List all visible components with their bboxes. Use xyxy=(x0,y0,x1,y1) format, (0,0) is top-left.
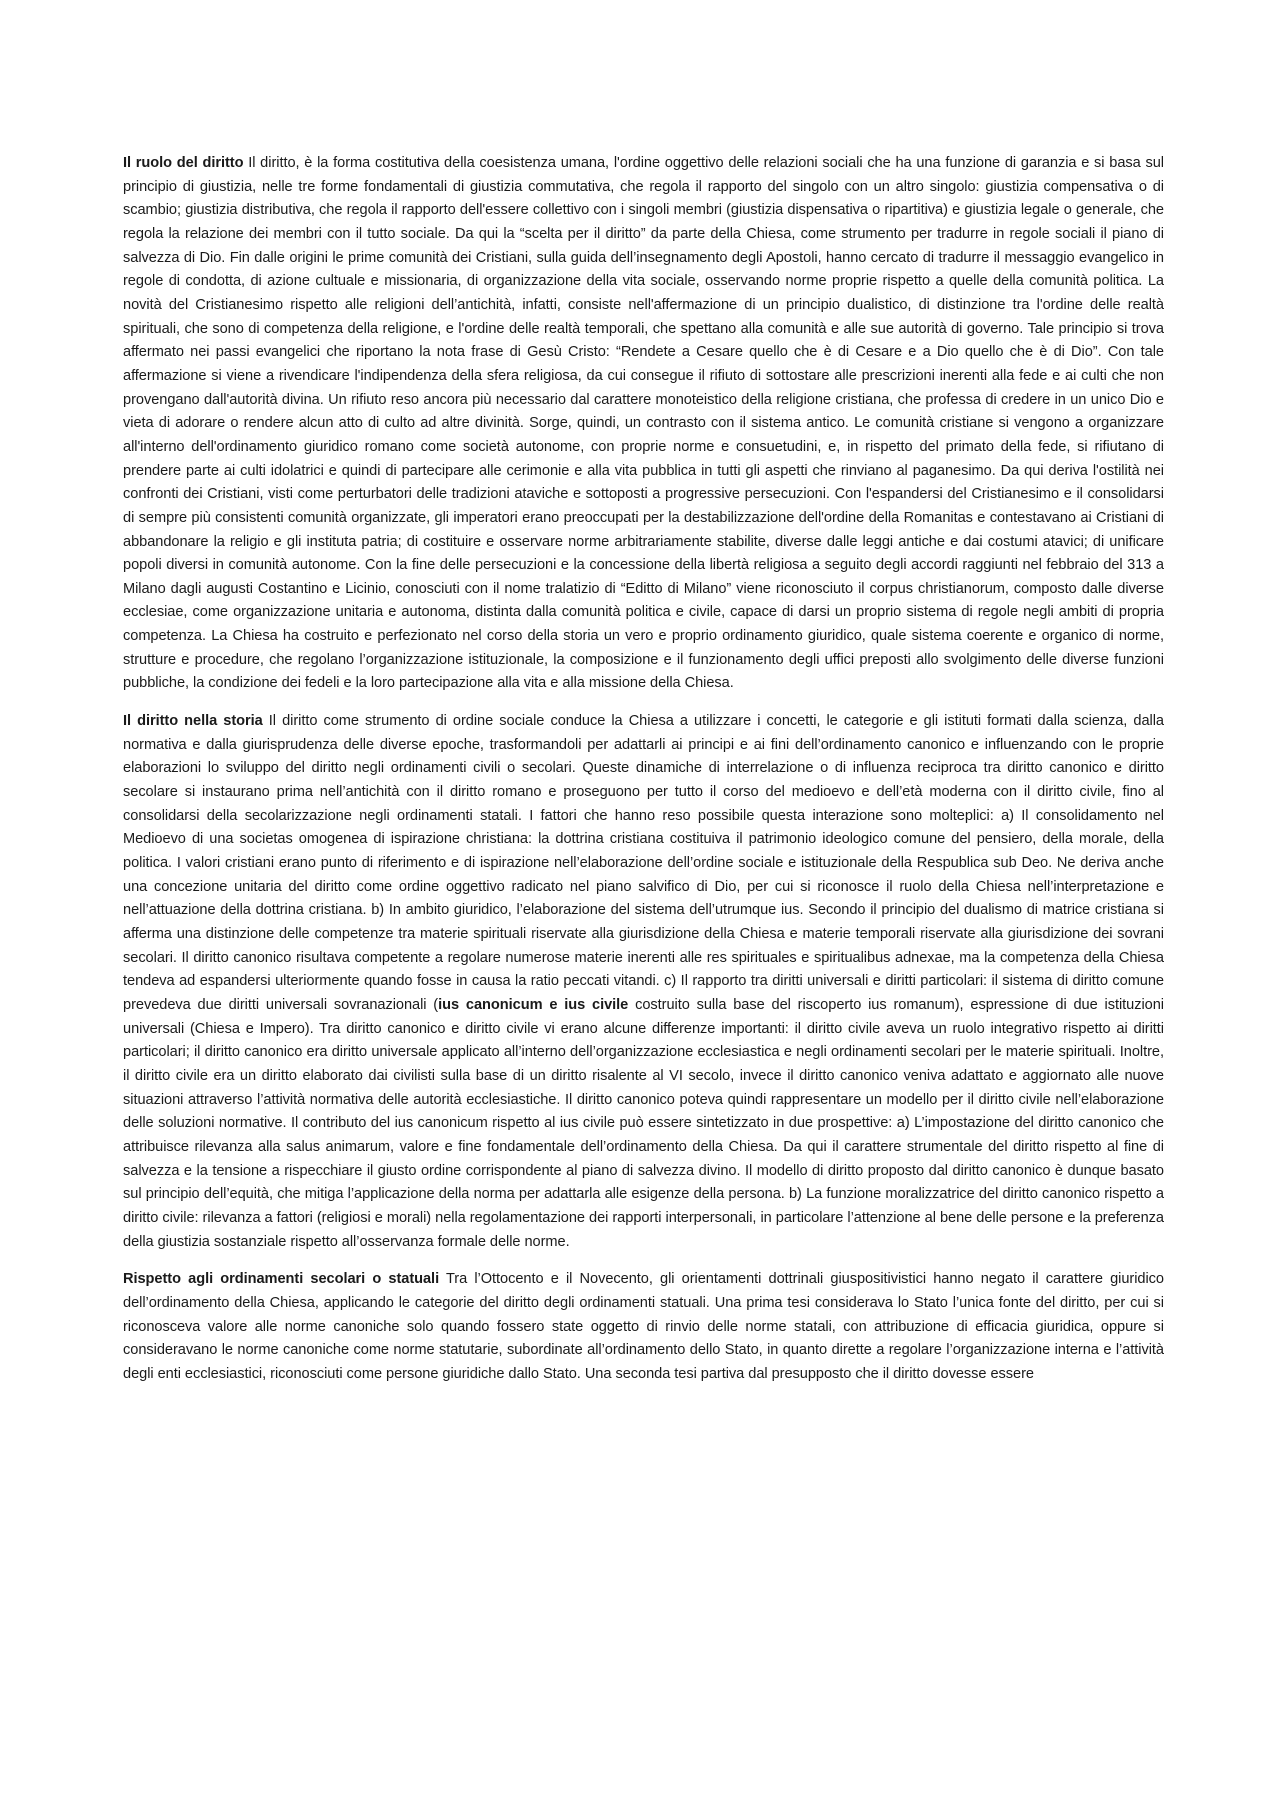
bold-term-ius-canonicum-civile: ius canonicum e ius civile xyxy=(438,996,629,1013)
paragraph-body: Il diritto come strumento di ordine sociale conduce la Chiesa a utilizzare i concetti, le categorie e gli istituti formati dalla scienza, dalla normativa e dalla giurisprudenza delle diverse epoche, trasformandoli per adattarli ai principi e ai fini dell’ordinamento canonico e influenzando con le proprie elaborazioni lo sviluppo del diritto negli ordinamenti civili o secolari. Queste dinamiche di interrelazione o di influenza reciproca tra diritto canonico e diritto secolare si instaurano prima nell’antichità con il diritto romano e proseguono per tutto il corso del medioevo e dell’età moderna con il diritto civile, fino al consolidarsi della secolarizzazione negli ordinamenti statali. I fattori che hanno reso possibile questa interazione sono molteplici: a) Il consolidamento nel Medioevo di una societas omogenea di ispirazione christiana: la dottrina cristiana costituiva il patrimonio ideologico comune del pensiero, della morale, della politica. I valori cristiani erano punto di riferimento e di ispirazione nell’elaborazione dell’ordine sociale e istituzionale della Respublica sub Deo. Ne deriva anche una concezione unitaria del diritto come ordine oggettivo radicato nel piano salvifico di Dio, per cui si riconosce il ruolo della Chiesa nell’interpretazione e nell’attuazione della dottrina cristiana. b) In ambito giuridico, l’elaborazione del sistema dell’utrumque ius. Secondo il principio del dualismo di matrice cristiana si afferma una distinzione delle competenze tra materie spirituali riservate alla giurisdizione della Chiesa e materie temporali riservate alla giurisdizione dei sovrani secolari. Il diritto canonico risultava competente a regolare numerose materie inerenti alle res spirituales e spiritualibus adnexae, ma la competenza della Chiesa tendeva ad espandersi ulteriormente quando fosse in causa la ratio peccati vitandi. c) Il rapporto tra diritti universali e diritti particolari: il sistema di diritto comune prevedeva due diritti universali sovranazionali ( xyxy=(123,713,1164,1013)
section-heading-ordinamenti-secolari: Rispetto agli ordinamenti secolari o statuali xyxy=(123,1271,440,1288)
section-heading-ruolo-del-diritto: Il ruolo del diritto xyxy=(123,155,244,171)
paragraph-body: Tra l’Ottocento e il Novecento, gli orientamenti dottrinali giuspositivistici hanno negato il carattere giuridico dell’ordinamento della Chiesa, applicando le categorie del diritto degli ordinamenti statuali. Una prima tesi considerava lo Stato l’unica fonte del diritto, per cui si riconosceva valore alle norme canoniche solo quando fossero state oggetto di rinvio delle norme statali, con attribuzione di efficacia giuridica, oppure si consideravano le norme canoniche come norme statutarie, subordinate all’ordinamento dello Stato, in quanto dirette a regolare l’organizzazione interna e l’attività degli enti ecclesiastici, riconosciuti come persone giuridiche dallo Stato. Una seconda tesi partiva dal presupposto che il diritto dovesse essere xyxy=(123,1271,1164,1382)
paragraph-body-continued: costruito sulla base del riscoperto ius romanum), espressione di due istituzioni universali (Chiesa e Impero). Tra diritto canonico e diritto civile vi erano alcune differenze importanti: il diritto civile aveva un ruolo integrativo rispetto ai diritti particolari; il diritto canonico era diritto universale applicato all’interno dell’organizzazione ecclesiastica e negli ordinamenti secolari per le materie spirituali. Inoltre, il diritto civile era un diritto elaborato dai civilisti sulla base di un diritto risalente al VI secolo, invece il diritto canonico veniva adattato e aggiornato alle nuove situazioni attraverso l’attività normativa delle autorità ecclesiastiche. Il diritto canonico poteva quindi rappresentare un modello per il diritto civile nell’elaborazione delle soluzioni normative. Il contributo del ius canonicum rispetto al ius civile può essere sintetizzato in due prospettive: a) L’impostazione del diritto canonico che attribuisce rilevanza alla salus animarum, valore e fine fondamentale dell’ordinamento della Chiesa. Da qui il carattere strumentale del diritto rispetto al fine di salvezza e la tensione a rispecchiare il giusto ordine corrispondente al piano di salvezza divino. Il modello di diritto proposto dal diritto canonico è dunque basato sul principio dell’equità, che mitiga l’applicazione della norma per adattarla alle esigenze della persona. b) La funzione moralizzatrice del diritto canonico rispetto a diritto civile: rilevanza a fattori (religiosi e morali) nella regolamentazione dei rapporti interpersonali, in particolare l’attenzione al bene delle persone e la preferenza della giustizia sostanziale rispetto all’osservanza formale delle norme. xyxy=(123,996,1164,1250)
document-page xyxy=(123,152,1164,1400)
section-heading-diritto-nella-storia: Il diritto nella storia xyxy=(123,713,263,730)
paragraph-ruolo-del-diritto xyxy=(123,152,1164,696)
paragraph-ordinamenti-secolari xyxy=(123,1268,1164,1386)
paragraph-diritto-nella-storia xyxy=(123,710,1164,1254)
paragraph-body: Il diritto, è la forma costitutiva della coesistenza umana, l'ordine oggettivo delle relazioni sociali che ha una funzione di garanzia e si basa sul principio di giustizia, nelle tre forme fondamentali di giustizia commutativa, che regola il rapporto del singolo con un altro singolo: giustizia compensativa o di scambio; giustizia distributiva, che regola il rapporto dell'essere collettivo con i singoli membri (giustizia dispensativa o ripartitiva) e giustizia legale o generale, che regola la relazione dei membri con il tutto sociale. Da qui la “scelta per il diritto” da parte della Chiesa, come strumento per tradurre in regole sociali il piano di salvezza di Dio. Fin dalle origini le prime comunità dei Cristiani, sulla guida dell’insegnamento degli Apostoli, hanno cercato di tradurre il messaggio evangelico in regole di condotta, di azione cultuale e missionaria, di organizzazione della vita sociale, osservando norme proprie rispetto a quelle della comunità politica. La novità del Cristianesimo rispetto alle religioni dell’antichità, infatti, consiste nell'affermazione di un principio dualistico, di distinzione tra l'ordine delle realtà spirituali, che sono di competenza della religione, e l'ordine delle realtà temporali, che spettano alla comunità e alle sue autorità di governo. Tale principio si trova affermato nei passi evangelici che riportano la nota frase di Gesù Cristo: “Rendete a Cesare quello che è di Cesare e a Dio quello che è di Dio”. Con tale affermazione si viene a rivendicare l'indipendenza della sfera religiosa, da cui consegue il rifiuto di sottostare alle prescrizioni inerenti alla fede e ai culti che non provengano dall'autorità divina. Un rifiuto reso ancora più necessario dal carattere monoteistico della religione cristiana, che professa di credere in un unico Dio e vieta di adorare o rendere alcun atto di culto ad altre divinità. Sorge, quindi, un contrasto con il sistema antico. Le comunità cristiane si vengono a organizzare all'interno dell'ordinamento giuridico romano come società autonome, con proprie norme e consuetudini, e, in rispetto del primato della fede, si rifiutano di prendere parte ai culti idolatrici e quindi di partecipare alle cerimonie e alla vita pubblica in tutti gli aspetti che rinviano al paganesimo. Da qui deriva l'ostilità nei confronti dei Cristiani, visti come perturbatori delle tradizioni ataviche e sottoposti a progressive persecuzioni. Con l'espandersi del Cristianesimo e il consolidarsi di sempre più consistenti comunità organizzate, gli imperatori erano preoccupati per la destabilizzazione dell'ordine della Romanitas e contestavano ai Cristiani di abbandonare la religio e gli instituta patria; di costituire e osservare norme arbitrariamente stabilite, diverse dalle leggi antiche e dai costumi atavici; di unificare popoli diversi in comunità autonome. Con la fine delle persecuzioni e la concessione della libertà religiosa a seguito degli accordi raggiunti nel febbraio del 313 a Milano dagli augusti Costantino e Licinio, conosciuti con il nome tralatizio di “Editto di Milano” viene riconosciuto il corpus christianorum, composto dalle diverse ecclesiae, come organizzazione unitaria e autonoma, distinta dalla comunità politica e civile, capace di darsi un proprio sistema di regole negli ambiti di propria competenza. La Chiesa ha costruito e perfezionato nel corso della storia un vero e proprio ordinamento giuridico, quale sistema coerente e organico di norme, strutture e procedure, che regolano l’organizzazione istituzionale, la composizione e il funzionamento degli uffici preposti allo svolgimento delle diverse funzioni pubbliche, la condizione dei fedeli e la loro partecipazione alla vita e alla missione della Chiesa. xyxy=(123,155,1164,692)
